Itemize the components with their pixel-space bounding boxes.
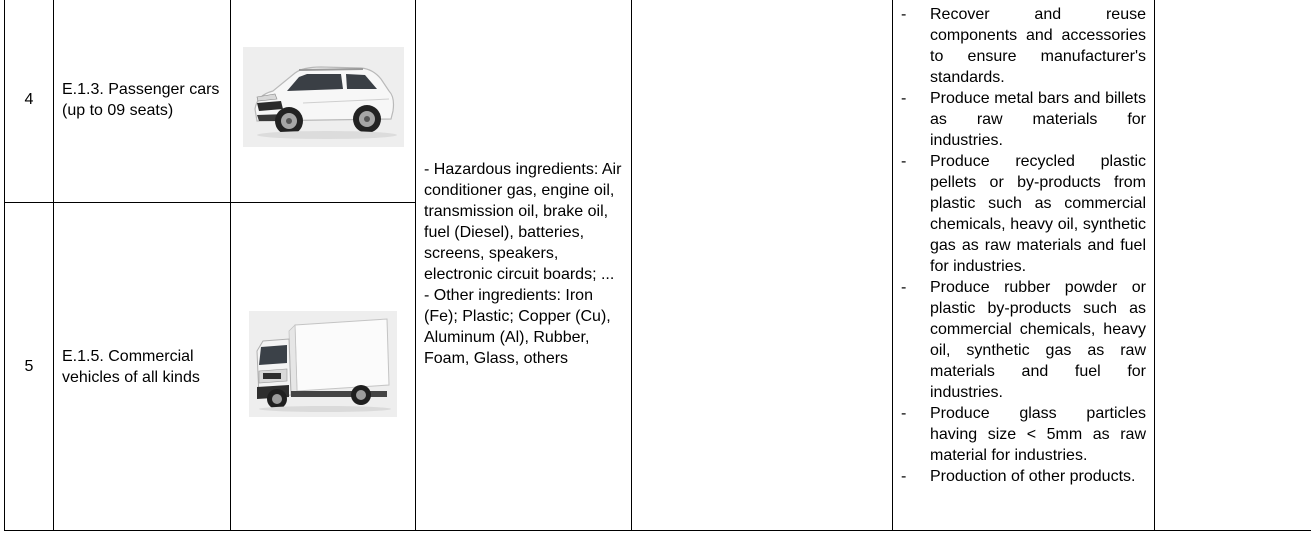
row-number: 4 [5,0,54,203]
list-item: - Produce rubber powder or plastic by-products such as commercial chemicals, heavy oil, synthetic gas as raw materials and fuel for industries. [901,279,1146,401]
table-row [5,0,1311,203]
box-truck-photo [249,311,397,417]
list-dash: - [901,6,907,23]
vehicle-image-cell [231,203,416,531]
list-item: - Production of other products. [901,468,1136,485]
list-item: - Produce metal bars and billets as raw materials for industries. [901,90,1146,149]
row-number: 5 [5,203,54,531]
empty-cell [1155,0,1311,531]
recycling-list [893,4,1154,487]
list-dash: - [901,468,907,485]
list-item: - Produce recycled plastic pellets or by-products from plastic such as commercial chemicals, heavy oil, synthetic gas as raw materials and fuel for industries. [901,153,1146,275]
ingredients-cell [416,0,632,531]
list-dash: - [901,90,907,107]
list-dash: - [901,153,907,170]
list-item: - Recover and reuse components and accessories to ensure manufacturer's standards. [901,6,1146,86]
vehicle-category: E.1.5. Commercial vehicles of all kinds [54,203,231,531]
vehicle-recycling-table [4,0,1311,531]
suv-photo [243,47,404,147]
vehicle-category: E.1.3. Passenger cars (up to 09 seats) [54,0,231,203]
vehicle-image-cell [231,0,416,203]
list-dash: - [901,279,907,296]
list-dash: - [901,405,907,422]
empty-cell [632,0,893,531]
recycling-cell [893,0,1155,531]
list-item: - Produce glass particles having size < 5mm as raw material for industries. [901,405,1146,464]
ingredients-text: - Hazardous ingredients: Air conditioner gas, engine oil, transmission oil, brake oil, fuel (Diesel), batteries, screens, speakers, electronic circuit boards; ... - Other ingredients: Iron (Fe); Plastic; Copper (Cu), Aluminum (Al), Rubber, Foam, Glass, others [424,160,622,367]
